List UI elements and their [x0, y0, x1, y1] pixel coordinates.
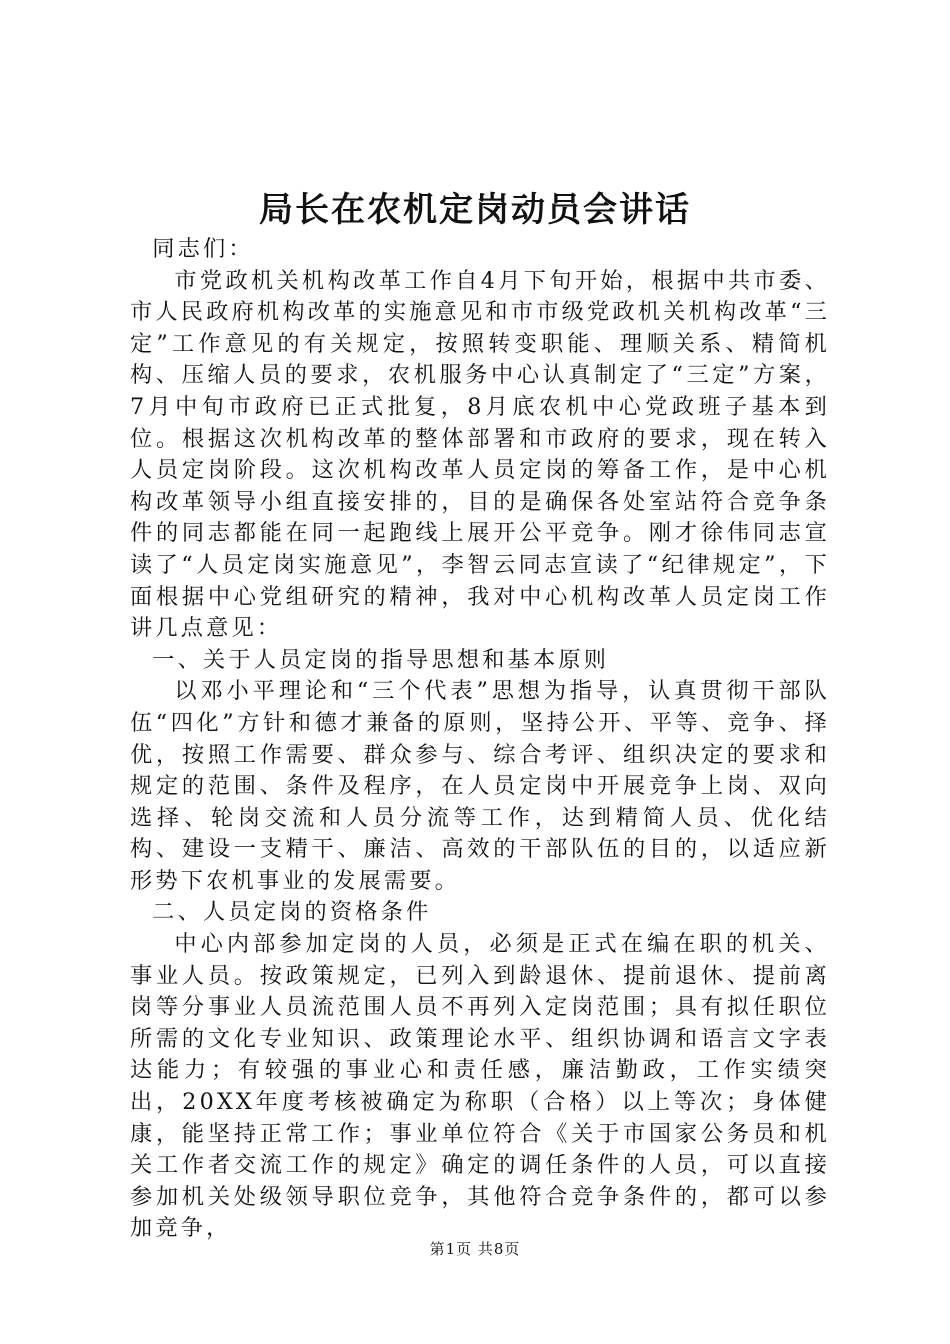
section-heading-2: 二、人员定岗的资格条件: [152, 899, 432, 926]
salutation: 同志们：: [152, 236, 254, 262]
document-body: [130, 234, 830, 1245]
page-number: 第1页 共8页: [429, 1240, 521, 1258]
paragraph-qualifications: 中心内部参加定岗的人员，必须是正式在编在职的机关、事业人员。按政策规定，已列入到龄退休、提前退休、提前离岗等分事业人员流范围人员不再列入定岗范围；具有拟任职位所需的文化专业知识、政策理论水平、组织协调和语言文字表达能力；有较强的事业心和责任感，廉洁勤政，工作实绩突出，20XX年度考核被确定为称职（合格）以上等次；身体健康，能坚持正常工作；事业单位符合《关于市国家公务员和机关工作者交流工作的规定》确定的调任条件的人员，可以直接参加机关处级领导职位竞争，其他符合竞争条件的，都可以参加竞争，: [130, 931, 830, 1242]
paragraph-intro: 市党政机关机构改革工作自4月下旬开始，根据中共市委、市人民政府机构改革的实施意见和市市级党政机关机构改革“三定”工作意见的有关规定，按照转变职能、理顺关系、精简机构、压缩人员的要求，农机服务中心认真制定了“三定”方案，7月中旬市政府已正式批复，8月底农机中心党政班子基本到位。根据这次机构改革的整体部署和市政府的要求，现在转入人员定岗阶段。这次机构改革人员定岗的筹备工作，是中心机构改革领导小组直接安排的，目的是确保各处室站符合竞争条件的同志都能在同一起跑线上展开公平竞争。刚才徐伟同志宣读了“人员定岗实施意见”，李智云同志宣读了“纪律规定”，下面根据中心党组研究的精神，我对中心机构改革人员定岗工作讲几点意见：: [130, 267, 831, 642]
document-title: 局长在农机定岗动员会讲话: [259, 190, 691, 230]
section-heading-1: 一、关于人员定岗的指导思想和基本原则: [152, 646, 610, 673]
paragraph-guiding-principles: 以邓小平理论和“三个代表”思想为指导，认真贯彻干部队伍“四化”方针和德才兼备的原则，坚持公开、平等、竞争、择优，按照工作需要、群众参与、综合考评、组织决定的要求和规定的范围、条件及程序，在人员定岗中开展竞争上岗、双向选择、轮岗交流和人员分流等工作，达到精简人员、优化结构、建设一支精干、廉洁、高效的干部队伍的目的，以适应新形势下农机事业的发展需要。: [130, 678, 830, 894]
